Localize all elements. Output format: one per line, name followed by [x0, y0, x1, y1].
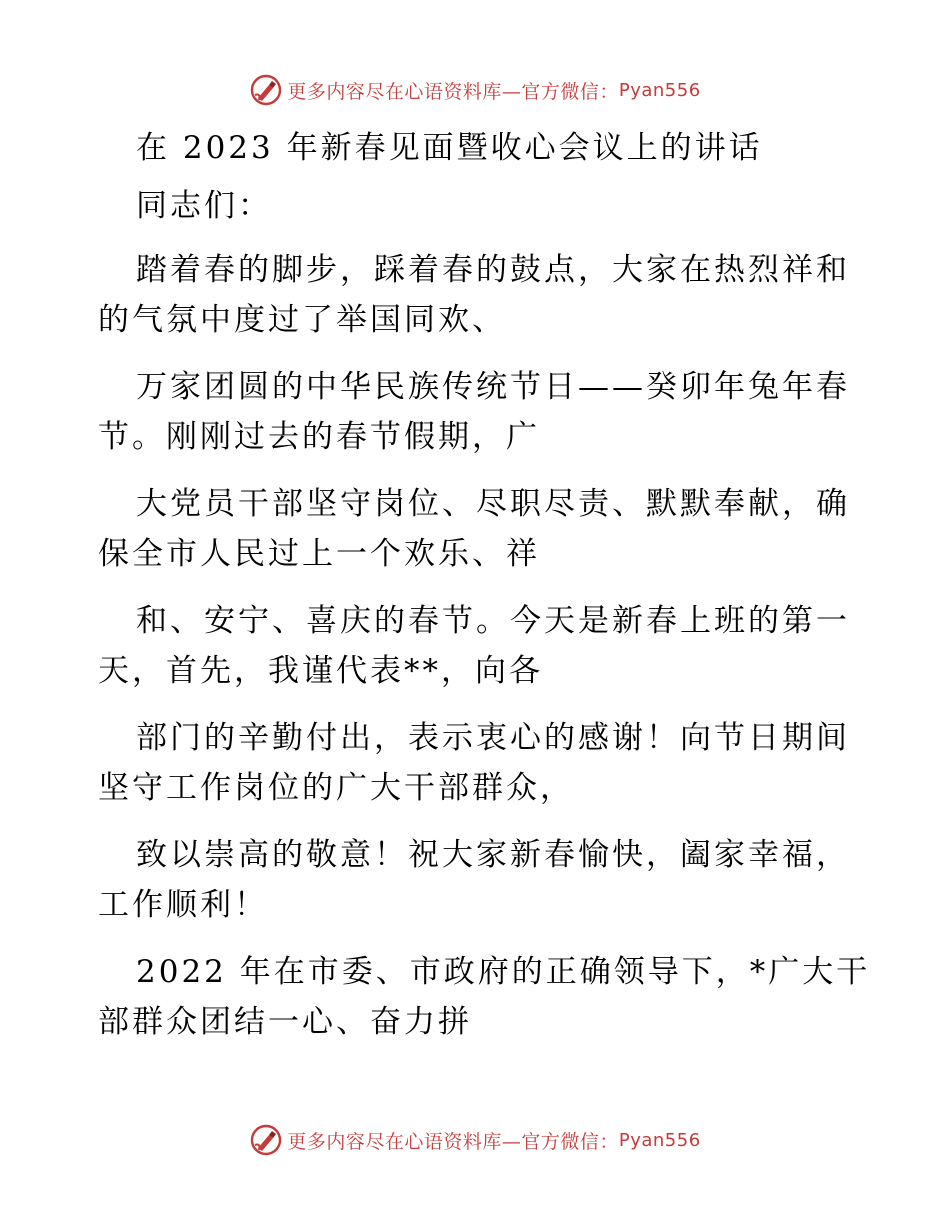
pen-circle-logo-icon [249, 1123, 283, 1157]
document-salutation: 同志们： [136, 188, 272, 224]
watermark-wechat-id: Pyan556 [618, 1129, 701, 1151]
document-title: 在 2023 年新春见面暨收心会议上的讲话 [136, 130, 763, 166]
paragraph [98, 597, 858, 696]
watermark-wechat-id: Pyan556 [618, 79, 701, 101]
watermark-text: 更多内容尽在心语资料库—官方微信： [287, 80, 619, 103]
paragraph-line: 节。刚刚过去的春节假期，广 [98, 419, 540, 455]
paragraph [98, 363, 858, 462]
paragraph [98, 948, 871, 1047]
footer-watermark [0, 1120, 950, 1160]
paragraph [98, 480, 858, 579]
paragraph-line: 2022 年在市委、市政府的正确领导下，*广大干 [136, 954, 871, 990]
paragraph-line: 部群众团结一心、奋力拼 [98, 1004, 472, 1040]
paragraph-line: 坚守工作岗位的广大干部群众， [98, 770, 574, 806]
paragraph-line: 致以崇高的敬意！祝大家新春愉快，阖家幸福， [136, 837, 850, 873]
paragraph [98, 246, 858, 345]
paragraph-line: 工作顺利！ [98, 887, 268, 923]
paragraph-line: 万家团圆的中华民族传统节日——癸卯年兔年春 [136, 369, 850, 405]
paragraph [98, 714, 858, 813]
paragraph-line: 部门的辛勤付出，表示衷心的感谢！向节日期间 [136, 720, 850, 756]
pen-circle-logo-icon [249, 73, 283, 107]
header-watermark [0, 70, 950, 110]
document-body [98, 124, 871, 1065]
paragraph-line: 保全市人民过上一个欢乐、祥 [98, 536, 540, 572]
watermark-text: 更多内容尽在心语资料库—官方微信： [287, 1130, 619, 1153]
paragraph-line: 天，首先，我谨代表**，向各 [98, 653, 543, 689]
paragraph-line: 踏着春的脚步，踩着春的鼓点，大家在热烈祥和 [136, 252, 850, 288]
paragraph-line: 和、安宁、喜庆的春节。今天是新春上班的第一 [136, 603, 850, 639]
paragraph [98, 831, 858, 930]
paragraph-line: 大党员干部坚守岗位、尽职尽责、默默奉献，确 [136, 486, 850, 522]
paragraph-line: 的气氛中度过了举国同欢、 [98, 302, 506, 338]
